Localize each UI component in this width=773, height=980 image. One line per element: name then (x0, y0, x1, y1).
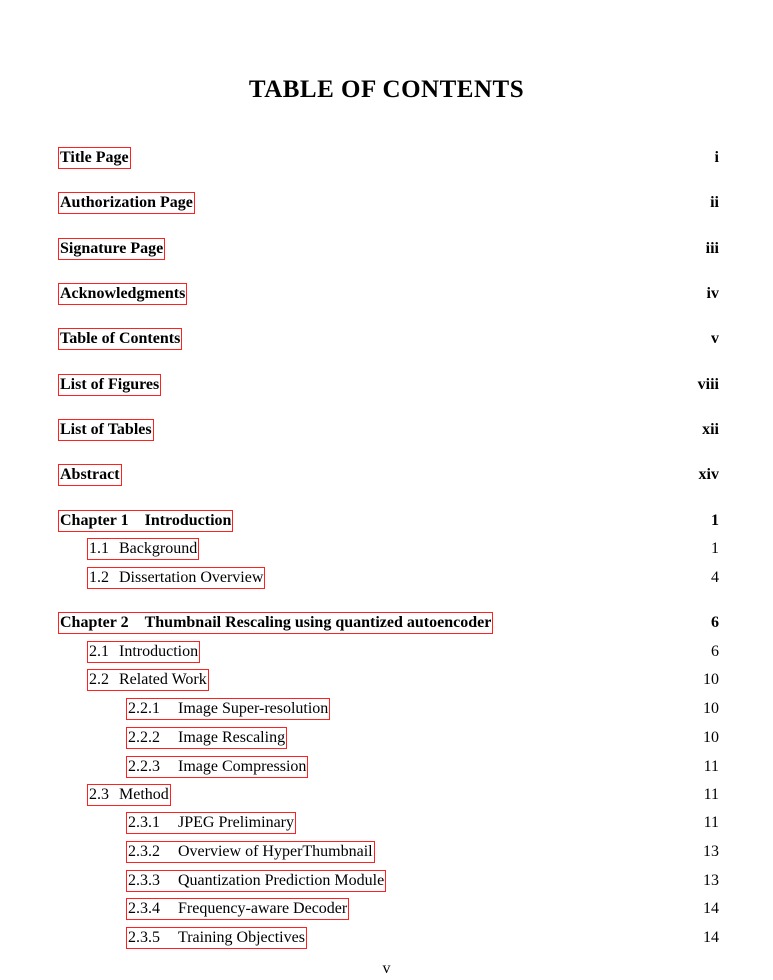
toc-subsection-2-3-5 (0, 927, 773, 951)
toc-entry-authorization-page (0, 192, 773, 216)
toc-chapter-1 (0, 510, 773, 534)
chapter-number: Chapter 1 (60, 512, 129, 529)
toc-link-list-of-figures[interactable]: List of Figures (58, 374, 161, 396)
subsection-number: 2.3.2 (128, 843, 160, 860)
toc-subsection-2-3-3 (0, 870, 773, 894)
toc-page-number: 10 (703, 671, 719, 688)
toc-section-1-2 (0, 567, 773, 591)
toc-link-subsection-2-3-3[interactable] (126, 870, 386, 892)
section-title: Background (119, 540, 198, 557)
toc-subsection-2-2-2 (0, 727, 773, 751)
toc-page-number: v (711, 330, 719, 347)
toc-subsection-2-2-1 (0, 698, 773, 722)
section-number: 2.2 (89, 671, 109, 688)
toc-page-number: i (714, 149, 719, 166)
toc-link-abstract[interactable]: Abstract (58, 464, 122, 486)
toc-section-1-1 (0, 538, 773, 562)
toc-link-acknowledgments[interactable]: Acknowledgments (58, 283, 187, 305)
subsection-number: 2.2.3 (128, 758, 160, 775)
toc-page-number: 10 (703, 729, 719, 746)
subsection-title: JPEG Preliminary (178, 814, 294, 831)
toc-subsection-2-3-2 (0, 841, 773, 865)
toc-page-number: 11 (703, 814, 719, 831)
subsection-title: Overview of HyperThumbnail (178, 843, 373, 860)
toc-link-section-2-3[interactable] (87, 784, 171, 806)
toc-page-number: 4 (711, 569, 719, 586)
toc-subsection-2-2-3 (0, 756, 773, 780)
page-title: TABLE OF CONTENTS (248, 76, 525, 103)
toc-page-number: 14 (703, 900, 719, 917)
toc-link-title-page[interactable]: Title Page (58, 147, 131, 169)
toc-link-subsection-2-3-5[interactable] (126, 927, 307, 949)
toc-subsection-2-3-1 (0, 812, 773, 836)
subsection-number: 2.3.5 (128, 929, 160, 946)
section-title: Related Work (119, 671, 207, 688)
toc-section-2-2 (0, 669, 773, 693)
toc-page-number: 6 (711, 614, 719, 631)
toc-link-subsection-2-3-4[interactable] (126, 898, 349, 920)
toc-link-subsection-2-3-2[interactable] (126, 841, 375, 863)
toc-link-section-2-2[interactable] (87, 669, 209, 691)
subsection-number: 2.3.4 (128, 900, 160, 917)
toc-section-2-3 (0, 784, 773, 808)
subsection-title: Training Objectives (178, 929, 305, 946)
toc-page-number: 11 (703, 758, 719, 775)
page-footer-number: v (382, 960, 391, 977)
toc-link-subsection-2-2-1[interactable] (126, 698, 330, 720)
toc-page-number: 1 (711, 540, 719, 557)
chapter-title: Thumbnail Rescaling using quantized autoencoder (144, 614, 492, 631)
toc-entry-title-page (0, 147, 773, 171)
toc-link-subsection-2-2-2[interactable] (126, 727, 287, 749)
toc-page-number: ii (710, 194, 719, 211)
toc-link-subsection-2-2-3[interactable] (126, 756, 308, 778)
toc-section-2-1 (0, 641, 773, 665)
toc-chapter-2 (0, 612, 773, 636)
toc-link-chapter-2[interactable] (58, 612, 493, 634)
subsection-title: Image Rescaling (178, 729, 286, 746)
toc-entry-abstract (0, 464, 773, 488)
subsection-number: 2.3.1 (128, 814, 160, 831)
section-title: Dissertation Overview (119, 569, 264, 586)
toc-page-number: xii (702, 421, 719, 438)
toc-entry-signature-page (0, 238, 773, 262)
toc-link-chapter-1[interactable] (58, 510, 233, 532)
section-number: 2.3 (89, 786, 109, 803)
toc-link-section-2-1[interactable] (87, 641, 200, 663)
toc-page-number: viii (697, 376, 719, 393)
toc-page-number: xiv (698, 466, 719, 483)
subsection-title: Quantization Prediction Module (178, 872, 385, 889)
section-number: 1.2 (89, 569, 109, 586)
subsection-title: Frequency-aware Decoder (178, 900, 348, 917)
toc-entry-list-of-tables (0, 419, 773, 443)
toc-link-signature-page[interactable]: Signature Page (58, 238, 165, 260)
toc-link-authorization-page[interactable]: Authorization Page (58, 192, 195, 214)
toc-page-number: 1 (711, 512, 719, 529)
subsection-title: Image Compression (178, 758, 307, 775)
chapter-number: Chapter 2 (60, 614, 129, 631)
section-title: Method (119, 786, 169, 803)
toc-page-number: iii (705, 240, 719, 257)
toc-entry-list-of-figures (0, 374, 773, 398)
subsection-number: 2.2.2 (128, 729, 160, 746)
section-number: 2.1 (89, 643, 109, 660)
toc-page-number: 10 (703, 700, 719, 717)
toc-page-number: 13 (703, 872, 719, 889)
toc-link-list-of-tables[interactable]: List of Tables (58, 419, 154, 441)
toc-page-number: 6 (711, 643, 719, 660)
toc-page-number: 13 (703, 843, 719, 860)
section-title: Introduction (119, 643, 199, 660)
toc-link-table-of-contents[interactable]: Table of Contents (58, 328, 182, 350)
toc-subsection-2-3-4 (0, 898, 773, 922)
toc-page-number: 14 (703, 929, 719, 946)
toc-link-section-1-1[interactable] (87, 538, 199, 560)
toc-page-number: iv (706, 285, 719, 302)
chapter-title: Introduction (144, 512, 232, 529)
subsection-number: 2.3.3 (128, 872, 160, 889)
toc-link-subsection-2-3-1[interactable] (126, 812, 296, 834)
section-number: 1.1 (89, 540, 109, 557)
toc-link-section-1-2[interactable] (87, 567, 265, 589)
toc-page-number: 11 (703, 786, 719, 803)
toc-entry-acknowledgments (0, 283, 773, 307)
toc-entry-table-of-contents (0, 328, 773, 352)
subsection-number: 2.2.1 (128, 700, 160, 717)
subsection-title: Image Super-resolution (178, 700, 329, 717)
